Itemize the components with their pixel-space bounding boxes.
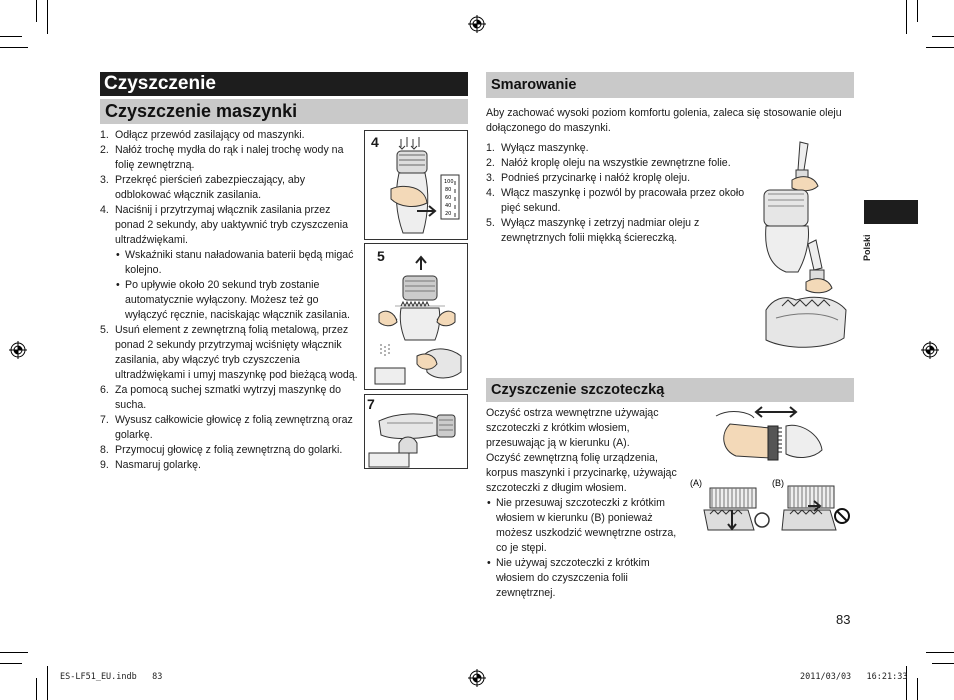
section-title: Czyszczenie [100,72,468,96]
svg-text:80: 80 [445,187,452,193]
list-item: 1. Odłącz przewód zasilający od maszynki. [100,129,305,141]
oiling-shaver-illustration-icon [756,140,856,362]
language-label: Polski [862,234,872,262]
shaver-cleaning-mode-illustration-icon [365,131,467,239]
paragraph: Oczyść zewnętrzną folię urządzenia, korpus maszynki i przycinarkę, używając szczoteczki z długim włosiem. [486,452,677,494]
list-item: 4. Naciśnij i przytrzymaj włącznik zasilania przez ponad 2 sekundy, aby uaktywnić tryb czyszczenia ultradźwiękami. • Wskaźniki stanu naładowania baterii będą migać kolejno. • Po upływie około 20 sekund tryb zostanie automatycznie wyłączony. Możesz też go wyłączyć ręcznie, naciskając włącznik zasilania. [100,203,358,323]
registration-mark-bottom [468,669,486,687]
figure-5 [364,243,468,390]
bullet-item: • Po upływie około 20 sekund tryb zostanie automatycznie wyłączony. Możesz też go wyłączyć ręcznie, naciskając włącznik zasilania. [115,278,358,323]
svg-text:(B): (B) [772,478,784,488]
footer-file: ES-LF51_EU.indb 83 [60,672,163,682]
footer-date: 2011/03/03 16:21:33 [800,672,908,682]
paragraph: Oczyść ostrza wewnętrzne używając szczoteczki z krótkim włosiem, przesuwając ją w kierunku (A). [486,407,659,449]
list-item: 3. Podnieś przycinarkę i nałóż kroplę oleju. [486,172,691,184]
list-item: 5. Wyłącz maszynkę i zetrzyj nadmiar oleju z zewnętrznych folii miękką ściereczką. [486,217,700,244]
lubrication-intro: Aby zachować wysoki poziom komfortu golenia, zaleca się stosowanie oleju dołączonego do maszynki. [486,107,842,134]
page-number: 83 [836,612,851,627]
svg-text:100: 100 [444,179,454,185]
svg-text:60: 60 [445,195,452,201]
registration-mark-left [9,341,27,359]
remove-foil-frame-and-rinse-illustration-icon [365,244,467,389]
brush-cleaning-text [486,406,688,601]
svg-text:(A): (A) [690,478,702,488]
language-tab [864,200,918,224]
figure-number: 7 [367,396,375,412]
subsection-title: Czyszczenie maszynki [100,99,468,124]
list-item: 1. Wyłącz maszynkę. [486,142,589,154]
figure-4 [364,130,468,240]
list-item: 9. Nasmaruj golarkę. [100,459,201,471]
svg-text:20: 20 [445,211,452,217]
figure-7 [364,394,468,469]
figure-number: 5 [377,248,385,264]
cleaning-steps [100,128,358,473]
list-item: 6. Za pomocą suchej szmatki wytrzyj maszynkę do sucha. [100,384,342,411]
registration-mark-top [468,15,486,33]
list-item: 8. Przymocuj głowicę z folią zewnętrzną do golarki. [100,444,343,456]
lubrication-steps [486,141,754,246]
figure-number: 4 [371,134,379,150]
bullet-item: • Wskaźniki stanu naładowania baterii będą migać kolejno. [115,248,358,278]
drying-shaver-illustration-icon [365,395,467,468]
lubrication-title: Smarowanie [486,72,854,98]
svg-text:40: 40 [445,203,452,209]
list-item: 2. Nałóż trochę mydła do rąk i nalej trochę wody na folię zewnętrzną. [100,144,344,171]
bullet-item: • Nie używaj szczoteczki z krótkim włosiem do czyszczenia folii zewnętrznej. [486,556,688,601]
list-item: 7. Wysusz całkowicie głowicę z folią zewnętrzną oraz golarkę. [100,414,353,441]
list-item: 5. Usuń element z zewnętrzną folią metalową, przez ponad 2 sekundy przytrzymaj wciśnięty włącznik zasilania, aby włączyć tryb czyszczenia ultradźwiękami i umyj maszynkę pod bieżącą wodą. [100,324,358,381]
list-item: 3. Przekręć pierścień zabezpieczający, aby odblokować włącznik zasilania. [100,174,305,201]
brush-cleaning-illustration-icon [690,404,854,554]
brush-cleaning-title: Czyszczenie szczoteczką [486,378,854,402]
registration-mark-right [921,341,939,359]
bullet-item: • Nie przesuwaj szczoteczki z krótkim włosiem w kierunku (B) ponieważ możesz uszkodzić wewnętrzne ostrza, co je stępi. [486,496,688,556]
list-item: 4. Włącz maszynkę i pozwól by pracowała przez około pięć sekund. [486,187,745,214]
list-item: 2. Nałóż kroplę oleju na wszystkie zewnętrzne folie. [486,157,731,169]
